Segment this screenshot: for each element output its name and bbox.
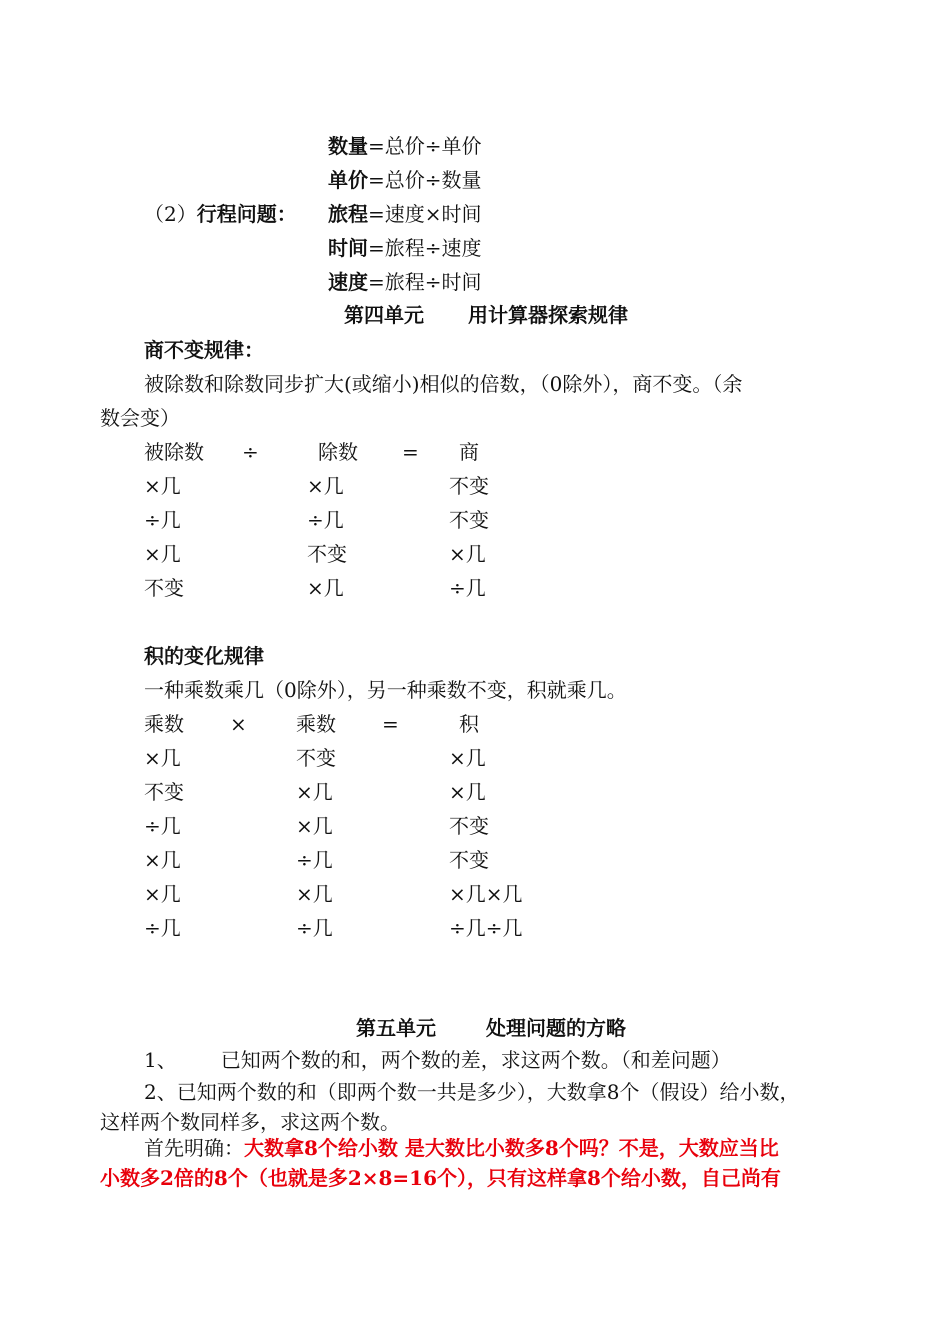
formula-body: =旅程÷时间 bbox=[368, 270, 482, 294]
table-cell: ÷几÷几 bbox=[449, 916, 523, 940]
quotient-rule-text-1: 被除数和除数同步扩大(或缩小)相似的倍数，（0除外），商不变。（余 bbox=[144, 372, 743, 396]
strategy-item-2-line-1: 2、已知两个数的和（即两个数一共是多少），大数拿8个（假设）给小数， bbox=[144, 1080, 800, 1104]
unit4-number: 第四单元 bbox=[344, 303, 424, 327]
table-header-cell: 除数 bbox=[318, 440, 358, 464]
formula-body: =旅程÷速度 bbox=[368, 236, 482, 260]
table-header-cell: 商 bbox=[459, 440, 479, 464]
table-cell: 不变 bbox=[449, 848, 489, 872]
formula-unit-price bbox=[328, 166, 482, 194]
table-cell: ×几 bbox=[296, 882, 333, 906]
table-cell: 不变 bbox=[307, 542, 347, 566]
product-rule-text: 一种乘数乘几（0除外），另一种乘数不变，积就乘几。 bbox=[144, 678, 627, 702]
table-cell: ÷几 bbox=[296, 848, 333, 872]
table-cell: ×几 bbox=[144, 746, 181, 770]
note-highlight: 大数拿8个给小数 是大数比小数多8个吗？不是，大数应当比 bbox=[244, 1136, 779, 1160]
formula-quantity bbox=[328, 132, 482, 160]
strategy-note-line-2: 小数多2倍的8个（也就是多2×8=16个），只有这样拿8个给小数，自己尚有 bbox=[100, 1166, 781, 1190]
table-cell: ×几 bbox=[296, 814, 333, 838]
table-cell: 不变 bbox=[449, 474, 489, 498]
formula-term: 数量 bbox=[328, 134, 368, 158]
table-header-cell: = bbox=[382, 712, 399, 736]
table-cell: ÷几 bbox=[144, 916, 181, 940]
travel-prefix: （2） bbox=[144, 202, 197, 226]
table-cell: ×几 bbox=[296, 780, 333, 804]
note-lead: 首先明确： bbox=[144, 1136, 244, 1160]
table-cell: ×几 bbox=[144, 882, 181, 906]
formula-term: 旅程 bbox=[328, 202, 368, 226]
formula-term: 单价 bbox=[328, 168, 368, 192]
table-cell: ×几 bbox=[449, 542, 486, 566]
strategy-item-2-line-2: 这样两个数同样多，求这两个数。 bbox=[100, 1110, 400, 1134]
table-cell: ×几 bbox=[449, 780, 486, 804]
travel-label-text: 行程问题： bbox=[196, 202, 297, 226]
table-cell: 不变 bbox=[144, 576, 184, 600]
table-cell: ÷几 bbox=[144, 508, 181, 532]
quotient-rule-text-2: 数会变） bbox=[100, 406, 180, 430]
table-cell: ×几 bbox=[144, 542, 181, 566]
table-cell: 不变 bbox=[296, 746, 336, 770]
table-header-cell: 乘数 bbox=[296, 712, 336, 736]
unit5-number: 第五单元 bbox=[356, 1016, 436, 1040]
item-number: 1、 bbox=[144, 1048, 177, 1072]
unit4-title: 用计算器探索规律 bbox=[468, 303, 628, 327]
table-cell: 不变 bbox=[144, 780, 184, 804]
table-cell: ÷几 bbox=[449, 576, 486, 600]
table-header-cell: = bbox=[402, 440, 419, 464]
formula-body: =总价÷单价 bbox=[368, 134, 482, 158]
table-cell: 不变 bbox=[449, 508, 489, 532]
table-cell: ×几 bbox=[144, 848, 181, 872]
item-text: 已知两个数的和，两个数的差，求这两个数。（和差问题） bbox=[220, 1048, 731, 1072]
table-cell: ÷几 bbox=[144, 814, 181, 838]
table-cell: ×几 bbox=[307, 576, 344, 600]
unit5-heading bbox=[356, 1014, 626, 1042]
table-cell: ×几 bbox=[307, 474, 344, 498]
table-cell: ×几 bbox=[449, 746, 486, 770]
formula-body: =速度×时间 bbox=[368, 202, 482, 226]
formula-term: 速度 bbox=[328, 270, 368, 294]
table-header-cell: 被除数 bbox=[144, 440, 204, 464]
formula-time bbox=[328, 234, 482, 262]
table-cell: ×几×几 bbox=[449, 882, 523, 906]
formula-body: =总价÷数量 bbox=[368, 168, 482, 192]
quotient-rule-title: 商不变规律： bbox=[144, 338, 264, 362]
table-cell: 不变 bbox=[449, 814, 489, 838]
table-cell: ÷几 bbox=[307, 508, 344, 532]
table-header-cell: 积 bbox=[459, 712, 479, 736]
formula-distance bbox=[328, 200, 482, 228]
product-rule-title: 积的变化规律 bbox=[144, 644, 264, 668]
strategy-note-line-1 bbox=[144, 1134, 779, 1162]
table-header-cell: 乘数 bbox=[144, 712, 184, 736]
table-header-cell: ÷ bbox=[242, 440, 259, 464]
table-header-cell: × bbox=[230, 712, 247, 736]
strategy-item-1 bbox=[144, 1046, 731, 1074]
unit4-heading bbox=[344, 301, 628, 329]
table-cell: ×几 bbox=[144, 474, 181, 498]
travel-label bbox=[144, 200, 297, 228]
formula-speed bbox=[328, 268, 482, 296]
unit5-title: 处理问题的方略 bbox=[486, 1016, 626, 1040]
table-cell: ÷几 bbox=[296, 916, 333, 940]
formula-term: 时间 bbox=[328, 236, 368, 260]
